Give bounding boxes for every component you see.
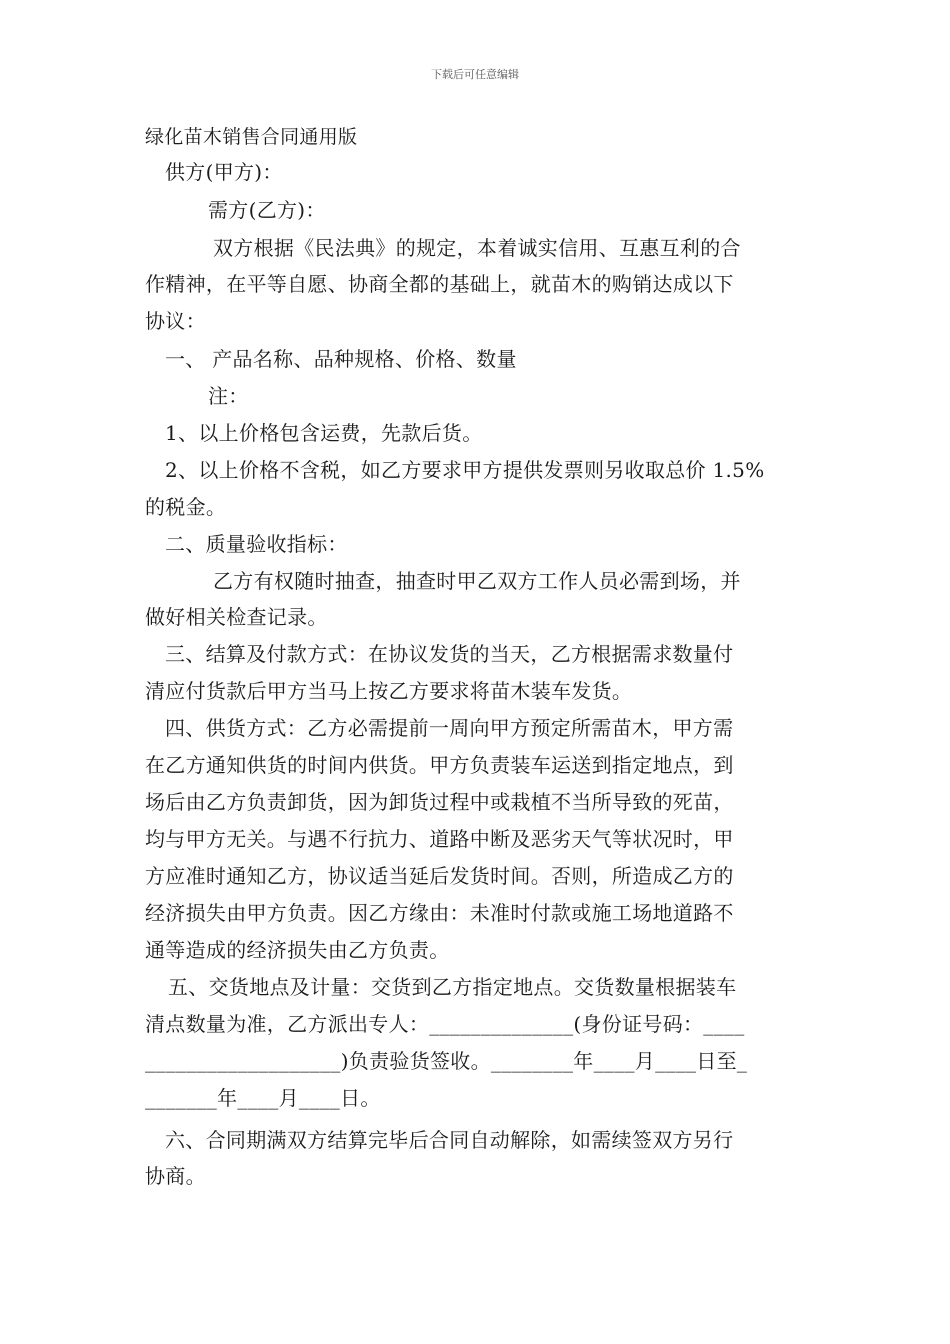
paragraph-line: 在乙方通知供货的时间内供货。甲方负责装车运送到指定地点，到 (145, 753, 734, 777)
header-note: 下载后可任意编辑 (431, 68, 519, 81)
section-heading: 二、质量验收指标： (165, 532, 348, 556)
paragraph-line: 均与甲方无关。与遇不行抗力、道路中断及恶劣天气等状况时，甲 (145, 827, 734, 851)
section-heading: 五、交货地点及计量：交货到乙方指定地点。交货数量根据装车 (168, 975, 737, 999)
paragraph-line: 做好相关检查记录。 (145, 605, 328, 629)
paragraph-line: 清点数量为准，乙方派出专人：______________(身份证号码：____ (145, 1012, 745, 1036)
section-heading: 六、合同期满双方结算完毕后合同自动解除，如需续签双方另行 (165, 1128, 734, 1152)
paragraph-line: 方应准时通知乙方，协议适当延后发货时间。否则，所造成乙方的 (145, 864, 734, 888)
document-title: 绿化苗木销售合同通用版 (145, 126, 358, 148)
paragraph-line: 2、以上价格不含税，如乙方要求甲方提供发票则另收取总价 1.5% (165, 458, 765, 482)
section-heading: 三、结算及付款方式：在协议发货的当天，乙方根据需求数量付 (165, 642, 734, 666)
paragraph-line: 供方(甲方)： (165, 160, 283, 184)
paragraph-line: ___________________)负责验货签收。________年____月____日至_ (145, 1049, 748, 1073)
paragraph-line: 双方根据《民法典》的规定，本着诚实信用、互惠互利的合 (213, 236, 741, 260)
paragraph-line: 需方(乙方)： (208, 198, 326, 222)
paragraph-line: 通等造成的经济损失由乙方负责。 (145, 938, 450, 962)
section-heading: 一、 产品名称、品种规格、价格、数量 (165, 347, 517, 371)
paragraph-line: _______年____月____日。 (145, 1086, 381, 1110)
paragraph-line: 的税金。 (145, 495, 227, 519)
paragraph-line: 场后由乙方负责卸货，因为卸货过程中或栽植不当所导致的死苗， (145, 790, 734, 814)
paragraph-line: 作精神，在平等自愿、协商全都的基础上，就苗木的购销达成以下 (145, 272, 734, 296)
paragraph-line: 1、以上价格包含运费，先款后货。 (165, 421, 483, 445)
section-heading: 四、供货方式：乙方必需提前一周向甲方预定所需苗木，甲方需 (165, 716, 734, 740)
paragraph-line: 清应付货款后甲方当马上按乙方要求将苗木装车发货。 (145, 679, 633, 703)
paragraph-line: 乙方有权随时抽查，抽查时甲乙双方工作人员必需到场，并 (213, 569, 741, 593)
paragraph-line: 协议： (145, 309, 206, 333)
paragraph-line: 注： (208, 384, 249, 408)
paragraph-line: 经济损失由甲方负责。因乙方缘由：未准时付款或施工场地道路不 (145, 901, 734, 925)
paragraph-line: 协商。 (145, 1164, 206, 1188)
